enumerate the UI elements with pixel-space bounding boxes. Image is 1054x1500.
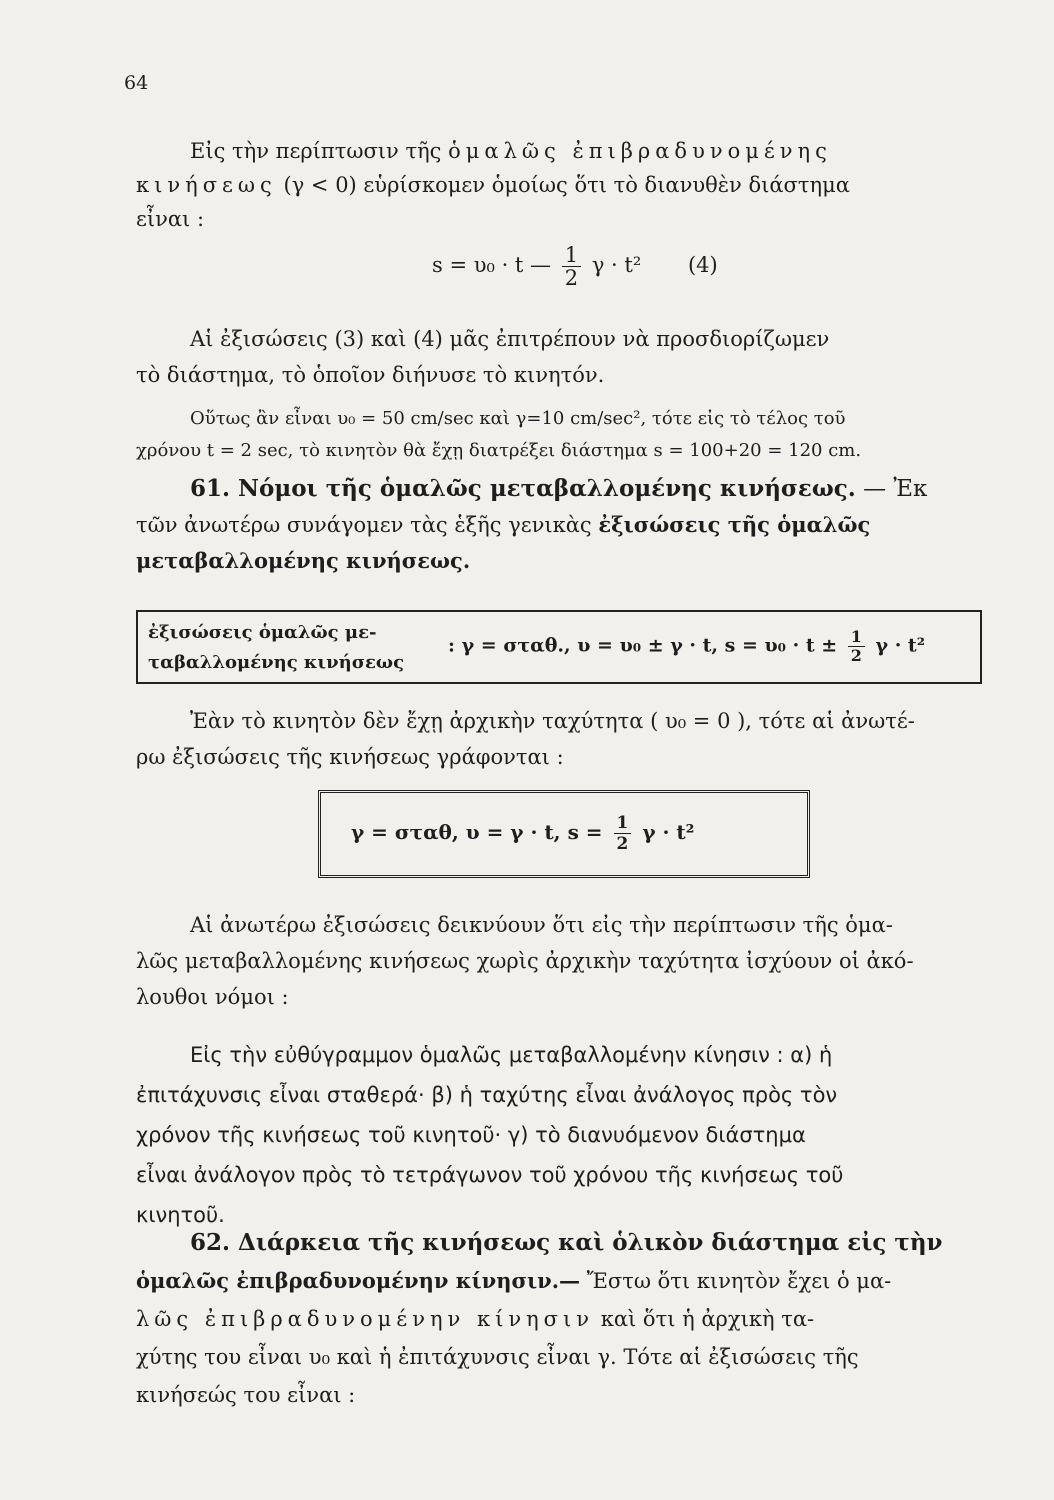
equation-number: (4) bbox=[687, 253, 718, 277]
section-62-line3: λῶς ἐπιβραδυνομένην κίνησιν καὶ ὅτι ἡ ἀρχικὴ τα- bbox=[136, 1307, 815, 1331]
spaced-term: λῶς ἐπιβραδυνομένην κίνησιν bbox=[136, 1307, 595, 1331]
zero-velocity-equations: γ = σταθ, υ = γ · t, s = $\frac{1}{2}$ γ · t² bbox=[351, 813, 695, 854]
laws-line3: χρόνον τῆς κινήσεως τοῦ κινητοῦ· γ) τὸ διανυόμενον διάστημα bbox=[136, 1123, 806, 1147]
zero-velocity-equations-box bbox=[318, 790, 810, 878]
example-line1: Οὕτως ἂν εἶναι υ₀ = 50 cm/sec καὶ γ=10 cm/sec², τότε εἰς τὸ τέλος τοῦ bbox=[190, 408, 846, 429]
section-62-line2: ὁμαλῶς ἐπιβραδυνομένην κίνησιν.— Ἔστω ὅτι κινητὸν ἔχει ὁ μα- bbox=[136, 1268, 892, 1293]
page-number: 64 bbox=[124, 72, 149, 94]
section-61-heading: 61. Νόμοι τῆς ὁμαλῶς μεταβαλλομένης κινήσεως. — Ἐκ bbox=[190, 475, 928, 502]
para1-line3: εἶναι : bbox=[136, 207, 205, 231]
formula-4: s = υ₀ · t — $\frac{1}{2}$ γ · t² (4) bbox=[432, 243, 718, 290]
section-61-line3: μεταβαλλομένης κινήσεως. bbox=[136, 548, 471, 573]
fraction: $\frac{1}{2}$ bbox=[848, 628, 865, 665]
section-61-line2: τῶν ἀνωτέρω συνάγομεν τὰς ἑξῆς γενικὰς ἐξισώσεις τῆς ὁμαλῶς bbox=[136, 512, 871, 537]
para4-line1: Αἱ ἀνωτέρω ἐξισώσεις δεικνύουν ὅτι εἰς τὴν περίπτωσιν τῆς ὁμα- bbox=[190, 913, 893, 937]
spaced-term: κινήσεως bbox=[136, 173, 277, 197]
para3-line2: ρω ἐξισώσεις τῆς κινήσεως γράφονται : bbox=[136, 745, 564, 769]
para3-line1: Ἐὰν τὸ κινητὸν δὲν ἔχῃ ἀρχικὴν ταχύτητα ( υ₀ = 0 ), τότε αἱ ἀνωτέ- bbox=[190, 709, 915, 733]
section-62-line4: χύτης του εἶναι υ₀ καὶ ἡ ἐπιτάχυνσις εἶναι γ. Τότε αἱ ἐξισώσεις τῆς bbox=[136, 1345, 859, 1369]
laws-line2: ἐπιτάχυνσις εἶναι σταθερά· β) ἡ ταχύτης εἶναι ἀνάλογος πρὸς τὸν bbox=[136, 1083, 838, 1107]
fraction: $\frac{1}{2}$ bbox=[562, 244, 581, 289]
spaced-term: ὁμαλῶς ἐπιβραδυνομένης bbox=[448, 139, 832, 163]
laws-line5: κινητοῦ. bbox=[136, 1203, 225, 1227]
para2-line2: τὸ διάστημα, τὸ ὁποῖον διήνυσε τὸ κινητόν. bbox=[136, 363, 605, 387]
example-line2: χρόνου t = 2 sec, τὸ κινητὸν θὰ ἔχῃ διατρέξει διάστημα s = 100+20 = 120 cm. bbox=[136, 440, 862, 461]
section-62-line5: κινήσεώς του εἶναι : bbox=[136, 1383, 356, 1407]
para4-line3: λουθοι νόμοι : bbox=[136, 985, 289, 1009]
para4-line2: λῶς μεταβαλλομένης κινήσεως χωρὶς ἀρχικὴν ταχύτητα ἰσχύουν οἱ ἀκό- bbox=[136, 949, 914, 973]
fraction: $\frac{1}{2}$ bbox=[614, 813, 632, 854]
para2-line1: Αἱ ἐξισώσεις (3) καὶ (4) μᾶς ἐπιτρέπουν νὰ προσδιορίζωμεν bbox=[190, 327, 830, 351]
para1-line1: Εἰς τὴν περίπτωσιν τῆς ὁμαλῶς ἐπιβραδυνομένης bbox=[190, 139, 832, 163]
section-title: 61. Νόμοι τῆς ὁμαλῶς μεταβαλλομένης κινήσεως. bbox=[190, 475, 856, 502]
equations-box bbox=[136, 610, 982, 684]
section-62-title-line1: 62. Διάρκεια τῆς κινήσεως καὶ ὁλικὸν διάστημα εἰς τὴν bbox=[190, 1229, 943, 1256]
equations-box-label: ἐξισώσεις ὁμαλῶς με- ταβαλλομένης κινήσεως bbox=[148, 622, 405, 673]
para1-line2: κινήσεως (γ < 0) εὑρίσκομεν ὁμοίως ὅτι τὸ διανυθὲν διάστημα bbox=[136, 173, 850, 197]
laws-line4: εἶναι ἀνάλογον πρὸς τὸ τετράγωνον τοῦ χρόνου τῆς κινήσεως τοῦ bbox=[136, 1163, 844, 1187]
laws-line1: Εἰς τὴν εὐθύγραμμον ὁμαλῶς μεταβαλλομένην κίνησιν : α) ἡ bbox=[190, 1043, 833, 1067]
general-equations: : γ = σταθ., υ = υ₀ ± γ · t, s = υ₀ · t ± $\frac{1}{2}$ γ · t² bbox=[448, 627, 926, 665]
